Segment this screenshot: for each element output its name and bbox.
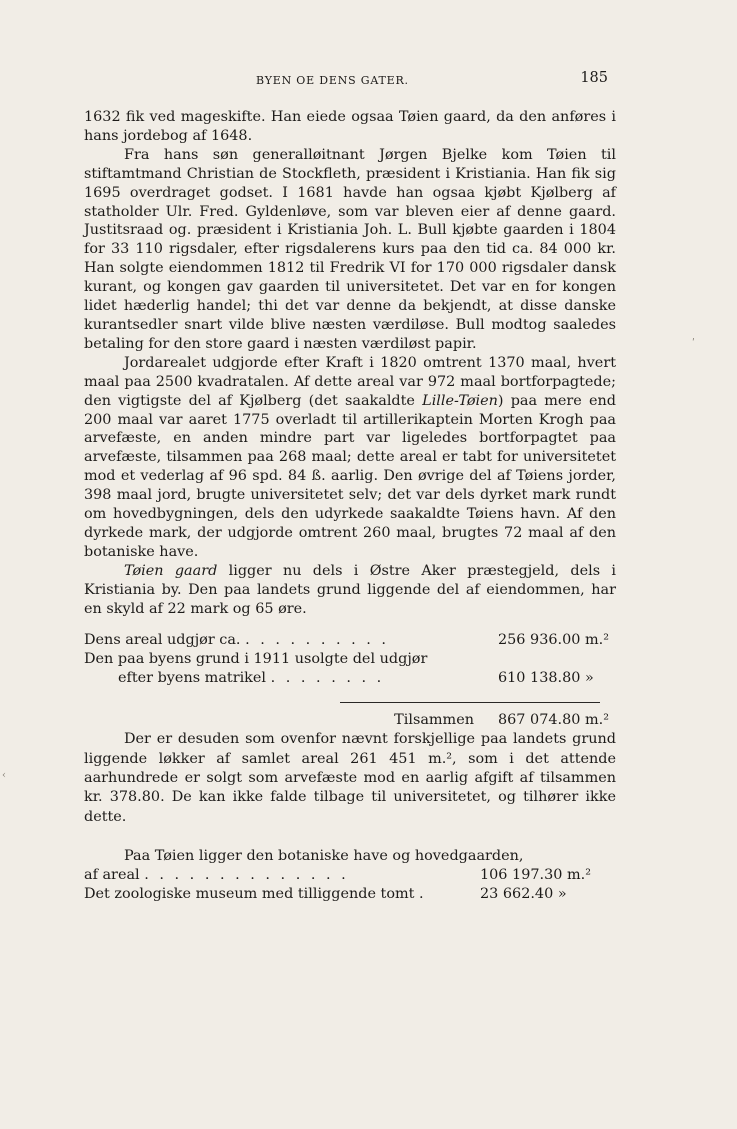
garden-row-2-dots: . bbox=[419, 885, 427, 902]
area-total-row bbox=[84, 711, 616, 730]
page-number: 185 bbox=[580, 70, 608, 86]
garden-row-1-label-text: af areal bbox=[84, 867, 140, 884]
area-row-3 bbox=[84, 669, 616, 688]
area-row-1-dots: . . . . . . . . . . bbox=[245, 632, 389, 649]
paragraph-1: 1632 fik ved mageskifte. Han eiede ogsaa Tøien gaard, da den anføres i hans jordebog af 1648. bbox=[84, 109, 616, 144]
garden-row-2-label bbox=[84, 885, 474, 904]
paragraph-3-text-a: Jordarealet udgjorde efter Kraft i 1820 omtrent 1370 maal, hvert maal paa 2500 kvadratalen. Af dette areal var 972 maal bortforpagtede; den vigtigste del af Kjølberg (det saakaldte bbox=[84, 354, 616, 409]
paragraph-2: Fra hans søn generalløitnant Jørgen Bjelke kom Tøien til stiftamtmand Christian de Stockfleth, præsident i Kristiania. Han fik sig 1695 overdraget godset. I 1681 havde han ogsaa kjøbt Kjølberg af statholder Ulr. Fred. Gyldenløve, som var bleven eier af denne gaard. Justitsraad og. præsident i Kristiania Joh. L. Bull kjøbte gaarden i 1804 for 33 110 rigsdaler, efter rigsdalerens kurs paa den tid ca. 84 000 kr. Han solgte eiendommen 1812 til Fredrik VI for 170 000 rigsdaler dansk kurant, og kongen gav gaarden til universitetet. Det var en for kongen lidet hæderlig handel; thi det var denne da bekjendt, at disse danske kurantsedler snart vilde blive næsten værdiløse. Bull modtog saaledes betaling for den store gaard i næsten værdiløst papir. bbox=[84, 146, 616, 352]
area-row-2-label: Den paa byens grund i 1911 usolgte del udgjør bbox=[84, 651, 428, 668]
area-row-2 bbox=[84, 650, 616, 669]
margin-mark-right: ʹ bbox=[692, 338, 695, 349]
paragraph-4 bbox=[84, 562, 616, 619]
paragraph-3-italic: Lille-Tøien bbox=[422, 392, 498, 409]
area-row-1-label bbox=[84, 631, 492, 650]
garden-row-1-value: 106 197.30 m.² bbox=[480, 867, 591, 884]
area-row-1-label-text: Dens areal udgjør ca. bbox=[84, 632, 241, 649]
area-total-value: 867 074.80 m.² bbox=[498, 712, 609, 729]
garden-line-1: Paa Tøien ligger den botaniske have og hovedgaarden, bbox=[124, 848, 524, 865]
garden-table bbox=[84, 847, 616, 904]
paragraph-4-text: ligger nu dels i Østre Aker præstegjeld, dels i Kristiania by. Den paa landets grund liggende del af eiendommen, har en skyld af 22 mark og 65 øre. bbox=[84, 562, 616, 617]
area-row-3-label bbox=[118, 669, 492, 688]
page-body bbox=[84, 108, 616, 904]
area-row-1-value: 256 936.00 m.² bbox=[498, 632, 609, 649]
paragraph-3-text-b: ) paa mere end 200 maal var aaret 1775 overladt til artillerikaptein Morten Krogh paa arvefæste, en anden mindre part var ligeledes bortforpagtet paa arvefæste, tilsammen paa 268 maal; dette areal er tabt for universitetet mod et vederlag af 96 spd. 84 ß. aarlig. Den øvrige del af Tøiens jorder, 398 maal jord, brugte universitetet selv; det var dels dyrket mark rundt om hovedbygningen, dels den udyrkede saakaldte Tøiens havn. Af den dyrkede mark, der udgjorde omtrent 260 maal, brugtes 72 maal af den botaniske have. bbox=[84, 392, 616, 560]
area-table bbox=[84, 631, 616, 730]
garden-row-1-label bbox=[84, 866, 474, 885]
paragraph-4-italic: Tøien gaard bbox=[124, 562, 218, 579]
area-row-3-value: 610 138.80 » bbox=[498, 670, 594, 687]
note-paragraph: Der er desuden som ovenfor nævnt forskjellige paa landets grund liggende løkker af samlet areal 261 451 m.², som i det attende aarhundrede er solgt som arvefæste mod en aarlig afgift af tilsammen kr. 378.80. De kan ikke falde tilbage til universitetet, og tilhører ikke dette. bbox=[84, 731, 616, 825]
page-header bbox=[96, 70, 608, 94]
garden-row-2 bbox=[84, 885, 616, 904]
garden-row-2-label-text: Det zoologiske museum med tilliggende tomt bbox=[84, 885, 415, 902]
garden-row-1-dots: . . . . . . . . . . . . . . bbox=[144, 867, 349, 884]
running-title: BYEN OE DENS GATER. bbox=[256, 74, 409, 87]
area-total-label: Tilsammen bbox=[394, 712, 474, 729]
paragraph-3 bbox=[84, 354, 616, 562]
area-row-3-dots: . . . . . . . . bbox=[270, 670, 385, 687]
area-row-1 bbox=[84, 631, 616, 650]
sum-rule bbox=[340, 702, 600, 703]
margin-mark-left: ‹ bbox=[2, 770, 6, 781]
garden-row-2-value: 23 662.40 » bbox=[480, 885, 567, 902]
garden-row-1 bbox=[84, 866, 616, 885]
area-row-3-label-text: efter byens matrikel bbox=[118, 670, 267, 687]
